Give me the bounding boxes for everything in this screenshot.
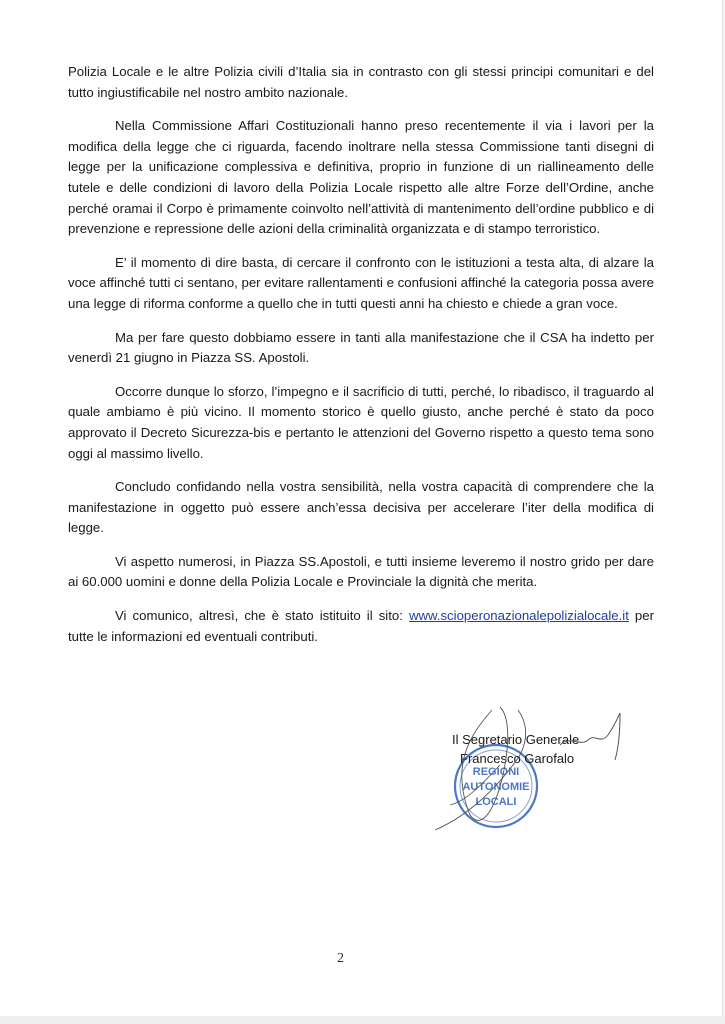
page-number: 2 xyxy=(337,951,344,966)
signature-role: Il Segretario Generale xyxy=(452,732,580,747)
stamp-line-3: LOCALI xyxy=(475,796,517,808)
letter-body xyxy=(68,62,654,660)
website-text-before: Vi comunico, altresì, che è stato istituito il sito: xyxy=(115,608,409,624)
website-text-after: per tutte le informazioni ed eventuali contributi. xyxy=(68,608,654,644)
viewer-bottom-edge xyxy=(0,1016,725,1024)
stamp-line-2: AUTONOMIE xyxy=(462,781,530,793)
paragraph-intro-continuation: Polizia Locale e le altre Polizia civili d’Italia sia in contrasto con gli stessi principi comunitari e del tutto ingiustificabile nel nostro ambito nazionale. xyxy=(68,64,654,100)
signature-name: Francesco Garofalo xyxy=(460,751,575,766)
stamp-line-1: REGIONI xyxy=(472,766,520,778)
handwritten-signature xyxy=(430,705,630,845)
paragraph-manifestazione: Ma per fare questo dobbiamo essere in tanti alla manifestazione che il CSA ha indetto per venerdì 21 giugno in Piazza SS. Apostoli. xyxy=(68,329,654,366)
paragraph-commissione: Nella Commissione Affari Costituzionali hanno preso recentemente il via i lavori per la modifica della legge che ci riguarda, facendo inoltrare nella stessa Commissione tanti disegni di legge per la unificazione complessiva e definitiva, proprio in funzione di un riallineamento delle tutele e delle condizioni di lavoro della Polizia Locale rispetto alle altre Forze dell’Ordine, anche perché oramai il Corpo è primamente coinvolto nell’attività di mantenimento dell’ordine pubblico e di prevenzione e repressione delle azioni della criminalità organizzata e di stampo terroristico. xyxy=(68,118,654,237)
paragraph-concludo: Concludo confidando nella vostra sensibilità, nella vostra capacità di comprendere che la manifestazione in oggetto può essere anch’essa decisiva per accelerare l’iter della modifica di legge. xyxy=(68,479,654,536)
paragraph-aspetto: Vi aspetto numerosi, in Piazza SS.Apostoli, e tutti insieme leveremo il nostro grido per dare ai 60.000 uomini e donne della Polizia Locale e Provinciale la dignità che merita. xyxy=(68,553,654,590)
paragraph-basta: E’ il momento di dire basta, di cercare il confronto con le istituzioni a testa alta, di alzare la voce affinché tutti ci sentano, per evitare rallentamenti e confusioni affinché la categoria possa avere una legge di riforma conforme a quello che in tutti questi anni ha chiesto e chiede a gran voce. xyxy=(68,254,654,311)
website-link[interactable]: www.scioperonazionalepolizialocale.it xyxy=(408,608,629,624)
paragraph-sforzo: Occorre dunque lo sforzo, l’impegno e il sacrificio di tutti, perché, lo ribadisco, il traguardo al quale ambiamo è più vicino. Il momento storico è quello giusto, anche perché è stato da poco approvato il Decreto Sicurezza-bis e pertanto le attenzioni del Governo rispetto a questo tema sono oggi al massimo livello. xyxy=(68,383,654,461)
paragraph-website xyxy=(68,606,654,647)
